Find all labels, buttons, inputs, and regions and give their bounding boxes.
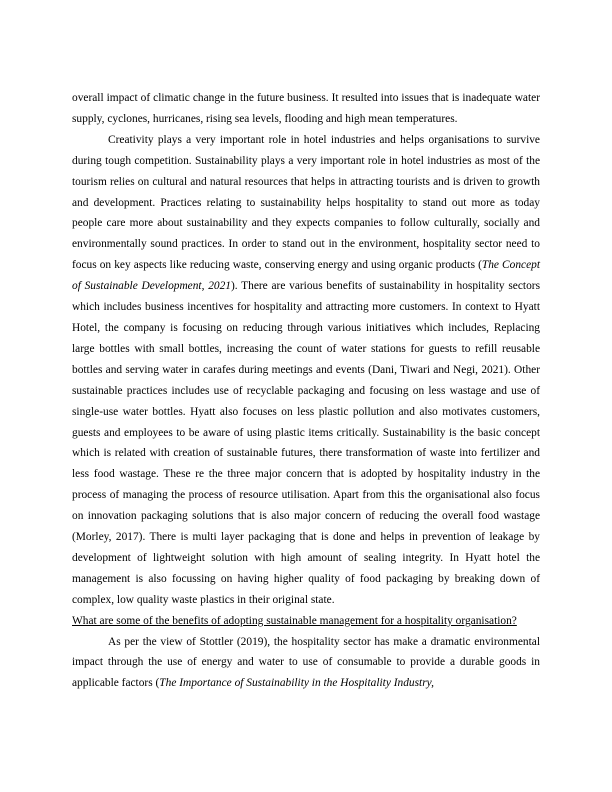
section-heading-benefits-text: What are some of the benefits of adopting sustainable management for a hospitality organisation?	[72, 614, 517, 627]
paragraph-stottler	[72, 632, 540, 695]
paragraph-climate-impact-text: overall impact of climatic change in the future business. It resulted into issues that is inadequate water supply, cyclones, hurricanes, rising sea levels, flooding and high mean temperatures.	[72, 92, 540, 125]
citation-importance-sustainability: The Importance of Sustainability in the Hospitality Industry,	[159, 677, 434, 690]
paragraph-climate-impact	[72, 88, 540, 130]
paragraph-creativity-text-a: Creativity plays a very important role in hotel industries and helps organisations to survive during tough competition. Sustainability plays a very important role in hotel industries as most of the tourism relies on cultural and natural resources that helps in attracting tourists and is driven to growth and development. Practices relating to sustainability helps hospitality to stand out more as today people care more about sustainability and they expects companies to follow culturally, socially and environmentally sound practices. In order to stand out in the environment, hospitality sector need to focus on key aspects like reducing waste, conserving energy and using organic products (	[72, 133, 540, 272]
paragraph-stottler-text: As per the view of Stottler (2019), the hospitality sector has make a dramatic environmental impact through the use of energy and water to use of consumable to provide a durable goods in applicable factors (	[72, 635, 540, 690]
paragraph-creativity-sustainability	[72, 130, 540, 611]
paragraph-creativity-text-b: ). There are various benefits of sustainability in hospitality sectors which includes business incentives for hospitality and attracting more customers. In context to Hyatt Hotel, the company is focusing on reducing through various initiatives which includes, Replacing large bottles with small bottles, increasing the count of water stations for guests to refill reusable bottles and serving water in carafes during meetings and events (Dani, Tiwari and Negi, 2021). Other sustainable practices includes use of recyclable packaging and focusing on less wastage and use of single-use water bottles. Hyatt also focuses on less plastic pollution and also motivates customers, guests and employees to be aware of using plastic items critically. Sustainability is the basic concept which is related with creation of sustainable futures, there transformation of waste into fertilizer and less food wastage. These re the three major concern that is adopted by hospitality industry in the process of managing the process of resource utilisation. Apart from this the organisational also focus on innovation packaging solutions that is also major concern of reducing the overall food wastage (Morley, 2017). There is multi layer packaging that is done and helps in prevention of leakage by development of lightweight solution with high amount of sealing integrity. In Hyatt hotel the management is also focussing on having higher quality of food packaging by breaking down of complex, low quality waste plastics in their original state.	[72, 280, 541, 606]
document-page	[72, 88, 540, 694]
section-heading-benefits	[72, 611, 540, 632]
citation-concept-sustainable-development: The Concept of Sustainable Development, 2021	[72, 259, 540, 293]
